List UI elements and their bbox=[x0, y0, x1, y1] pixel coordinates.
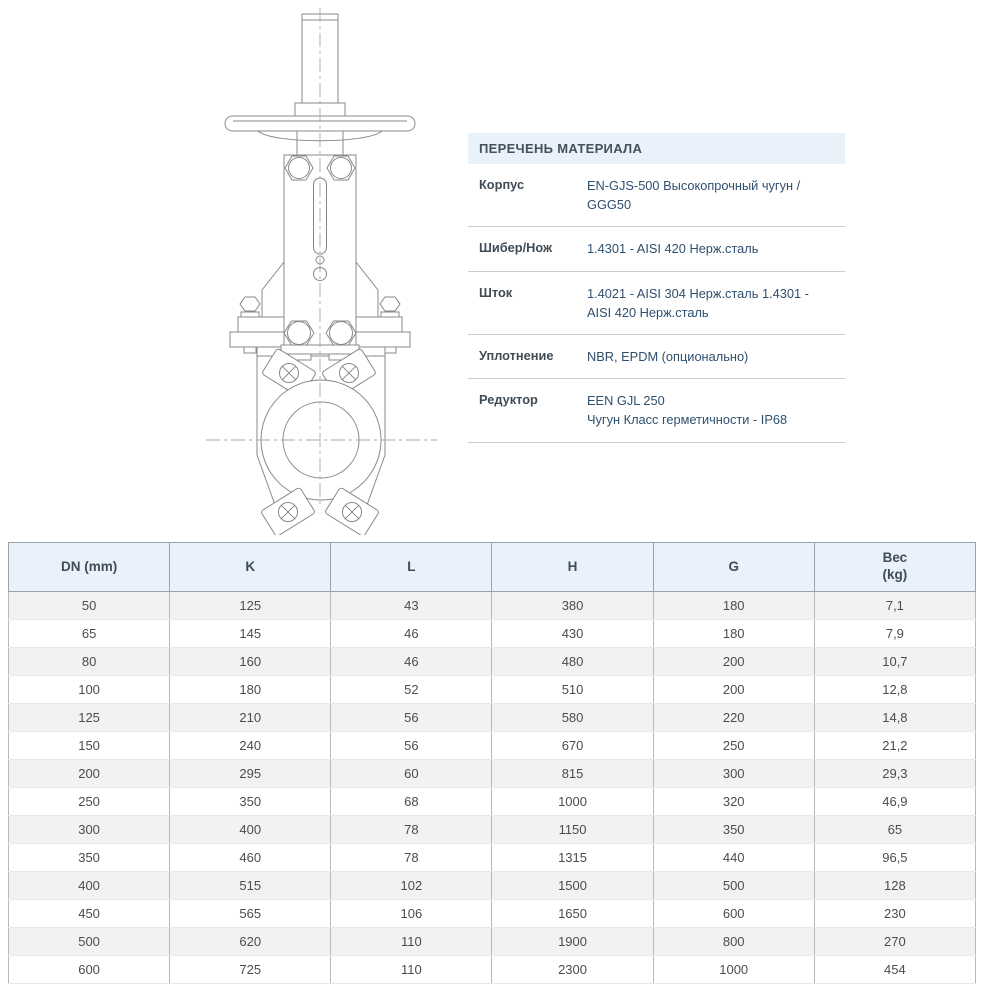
table-row bbox=[9, 816, 976, 844]
table-cell: 250 bbox=[653, 732, 814, 760]
table-cell: 2300 bbox=[492, 956, 653, 984]
table-cell: 80 bbox=[9, 648, 170, 676]
table-cell: 56 bbox=[331, 732, 492, 760]
table-cell: 1900 bbox=[492, 928, 653, 956]
table-row bbox=[9, 648, 976, 676]
table-cell: 320 bbox=[653, 788, 814, 816]
table-cell: 7,9 bbox=[814, 620, 975, 648]
table-cell: 600 bbox=[653, 900, 814, 928]
table-cell: 60 bbox=[331, 760, 492, 788]
table-row bbox=[9, 900, 976, 928]
material-value bbox=[587, 391, 834, 429]
column-header-h: H bbox=[492, 543, 653, 592]
table-cell: 1000 bbox=[492, 788, 653, 816]
table-cell: 78 bbox=[331, 816, 492, 844]
table-row bbox=[9, 592, 976, 620]
table-cell: 10,7 bbox=[814, 648, 975, 676]
table-cell: 102 bbox=[331, 872, 492, 900]
table-cell: 56 bbox=[331, 704, 492, 732]
table-cell: 510 bbox=[492, 676, 653, 704]
table-cell: 180 bbox=[653, 592, 814, 620]
table-cell: 125 bbox=[9, 704, 170, 732]
dimensions-table-body bbox=[9, 592, 976, 984]
table-cell: 295 bbox=[170, 760, 331, 788]
table-cell: 1315 bbox=[492, 844, 653, 872]
table-cell: 350 bbox=[170, 788, 331, 816]
material-label: Корпус bbox=[479, 177, 525, 192]
table-cell: 210 bbox=[170, 704, 331, 732]
table-cell: 380 bbox=[492, 592, 653, 620]
table-cell: 580 bbox=[492, 704, 653, 732]
table-cell: 128 bbox=[814, 872, 975, 900]
table-row bbox=[9, 844, 976, 872]
table-cell: 620 bbox=[170, 928, 331, 956]
column-header-weight: Вес (kg) bbox=[814, 543, 975, 592]
table-cell: 12,8 bbox=[814, 676, 975, 704]
table-cell: 300 bbox=[9, 816, 170, 844]
table-cell: 350 bbox=[653, 816, 814, 844]
table-cell: 21,2 bbox=[814, 732, 975, 760]
table-cell: 450 bbox=[9, 900, 170, 928]
table-row bbox=[9, 956, 976, 984]
table-cell: 160 bbox=[170, 648, 331, 676]
table-cell: 46,9 bbox=[814, 788, 975, 816]
table-cell: 800 bbox=[653, 928, 814, 956]
table-cell: 250 bbox=[9, 788, 170, 816]
table-cell: 430 bbox=[492, 620, 653, 648]
table-cell: 400 bbox=[9, 872, 170, 900]
table-cell: 454 bbox=[814, 956, 975, 984]
material-row bbox=[468, 335, 845, 379]
material-label: Редуктор bbox=[479, 392, 538, 408]
table-cell: 230 bbox=[814, 900, 975, 928]
table-cell: 200 bbox=[653, 676, 814, 704]
table-cell: 180 bbox=[170, 676, 331, 704]
table-cell: 1000 bbox=[653, 956, 814, 984]
table-cell: 150 bbox=[9, 732, 170, 760]
table-cell: 220 bbox=[653, 704, 814, 732]
table-cell: 725 bbox=[170, 956, 331, 984]
table-row bbox=[9, 788, 976, 816]
table-cell: 78 bbox=[331, 844, 492, 872]
material-value: EN-GJS-500 Высокопрочный чугун / GGG50 bbox=[587, 178, 801, 213]
dimensions-table bbox=[8, 542, 976, 984]
table-cell: 65 bbox=[814, 816, 975, 844]
table-cell: 440 bbox=[653, 844, 814, 872]
table-row bbox=[9, 676, 976, 704]
column-header-l: L bbox=[331, 543, 492, 592]
table-cell: 1650 bbox=[492, 900, 653, 928]
material-label: Уплотнение bbox=[479, 347, 554, 363]
table-cell: 240 bbox=[170, 732, 331, 760]
table-cell: 106 bbox=[331, 900, 492, 928]
column-header-dn: DN (mm) bbox=[9, 543, 170, 592]
material-value: 1.4301 - AISI 420 Нерж.сталь bbox=[587, 241, 759, 257]
table-cell: 43 bbox=[331, 592, 492, 620]
table-cell: 300 bbox=[653, 760, 814, 788]
table-cell: 460 bbox=[170, 844, 331, 872]
table-cell: 480 bbox=[492, 648, 653, 676]
table-cell: 46 bbox=[331, 648, 492, 676]
table-cell: 270 bbox=[814, 928, 975, 956]
table-cell: 46 bbox=[331, 620, 492, 648]
hex-nut bbox=[240, 297, 260, 311]
materials-panel-title: ПЕРЕЧЕНЬ МАТЕРИАЛА bbox=[468, 133, 845, 164]
table-cell: 125 bbox=[170, 592, 331, 620]
table-cell: 14,8 bbox=[814, 704, 975, 732]
table-cell: 1150 bbox=[492, 816, 653, 844]
material-label: Шибер/Нож bbox=[479, 240, 553, 256]
material-value: NBR, EPDM (опционально) bbox=[587, 348, 749, 364]
table-cell: 96,5 bbox=[814, 844, 975, 872]
table-row bbox=[9, 928, 976, 956]
table-cell: 110 bbox=[331, 956, 492, 984]
table-row bbox=[9, 620, 976, 648]
table-cell: 65 bbox=[9, 620, 170, 648]
table-row bbox=[9, 760, 976, 788]
table-cell: 600 bbox=[9, 956, 170, 984]
table-cell: 110 bbox=[331, 928, 492, 956]
table-header-row bbox=[9, 543, 976, 592]
table-row bbox=[9, 732, 976, 760]
table-cell: 100 bbox=[9, 676, 170, 704]
material-value-line: Чугун Класс герметичности - IP68 bbox=[587, 412, 788, 428]
table-cell: 50 bbox=[9, 592, 170, 620]
table-cell: 29,3 bbox=[814, 760, 975, 788]
table-cell: 815 bbox=[492, 760, 653, 788]
table-cell: 400 bbox=[170, 816, 331, 844]
table-cell: 565 bbox=[170, 900, 331, 928]
material-value-line: EEN GJL 250 bbox=[587, 393, 665, 409]
material-label: Шток bbox=[479, 284, 513, 300]
table-row bbox=[9, 872, 976, 900]
hex-nut bbox=[380, 297, 400, 311]
material-row bbox=[468, 164, 845, 227]
table-cell: 670 bbox=[492, 732, 653, 760]
table-cell: 1500 bbox=[492, 872, 653, 900]
table-cell: 200 bbox=[653, 648, 814, 676]
material-row bbox=[468, 227, 845, 271]
material-row bbox=[468, 379, 845, 442]
material-row bbox=[468, 272, 845, 335]
column-header-k: K bbox=[170, 543, 331, 592]
table-cell: 180 bbox=[653, 620, 814, 648]
table-cell: 145 bbox=[170, 620, 331, 648]
material-value: 1.4021 - AISI 304 Нерж.сталь 1.4301 - AISI 420 Нерж.сталь bbox=[587, 285, 809, 320]
table-cell: 200 bbox=[9, 760, 170, 788]
table-cell: 500 bbox=[653, 872, 814, 900]
table-cell: 7,1 bbox=[814, 592, 975, 620]
table-cell: 68 bbox=[331, 788, 492, 816]
table-row bbox=[9, 704, 976, 732]
column-header-g: G bbox=[653, 543, 814, 592]
table-cell: 500 bbox=[9, 928, 170, 956]
table-cell: 515 bbox=[170, 872, 331, 900]
table-cell: 350 bbox=[9, 844, 170, 872]
materials-panel bbox=[468, 133, 845, 443]
table-cell: 52 bbox=[331, 676, 492, 704]
